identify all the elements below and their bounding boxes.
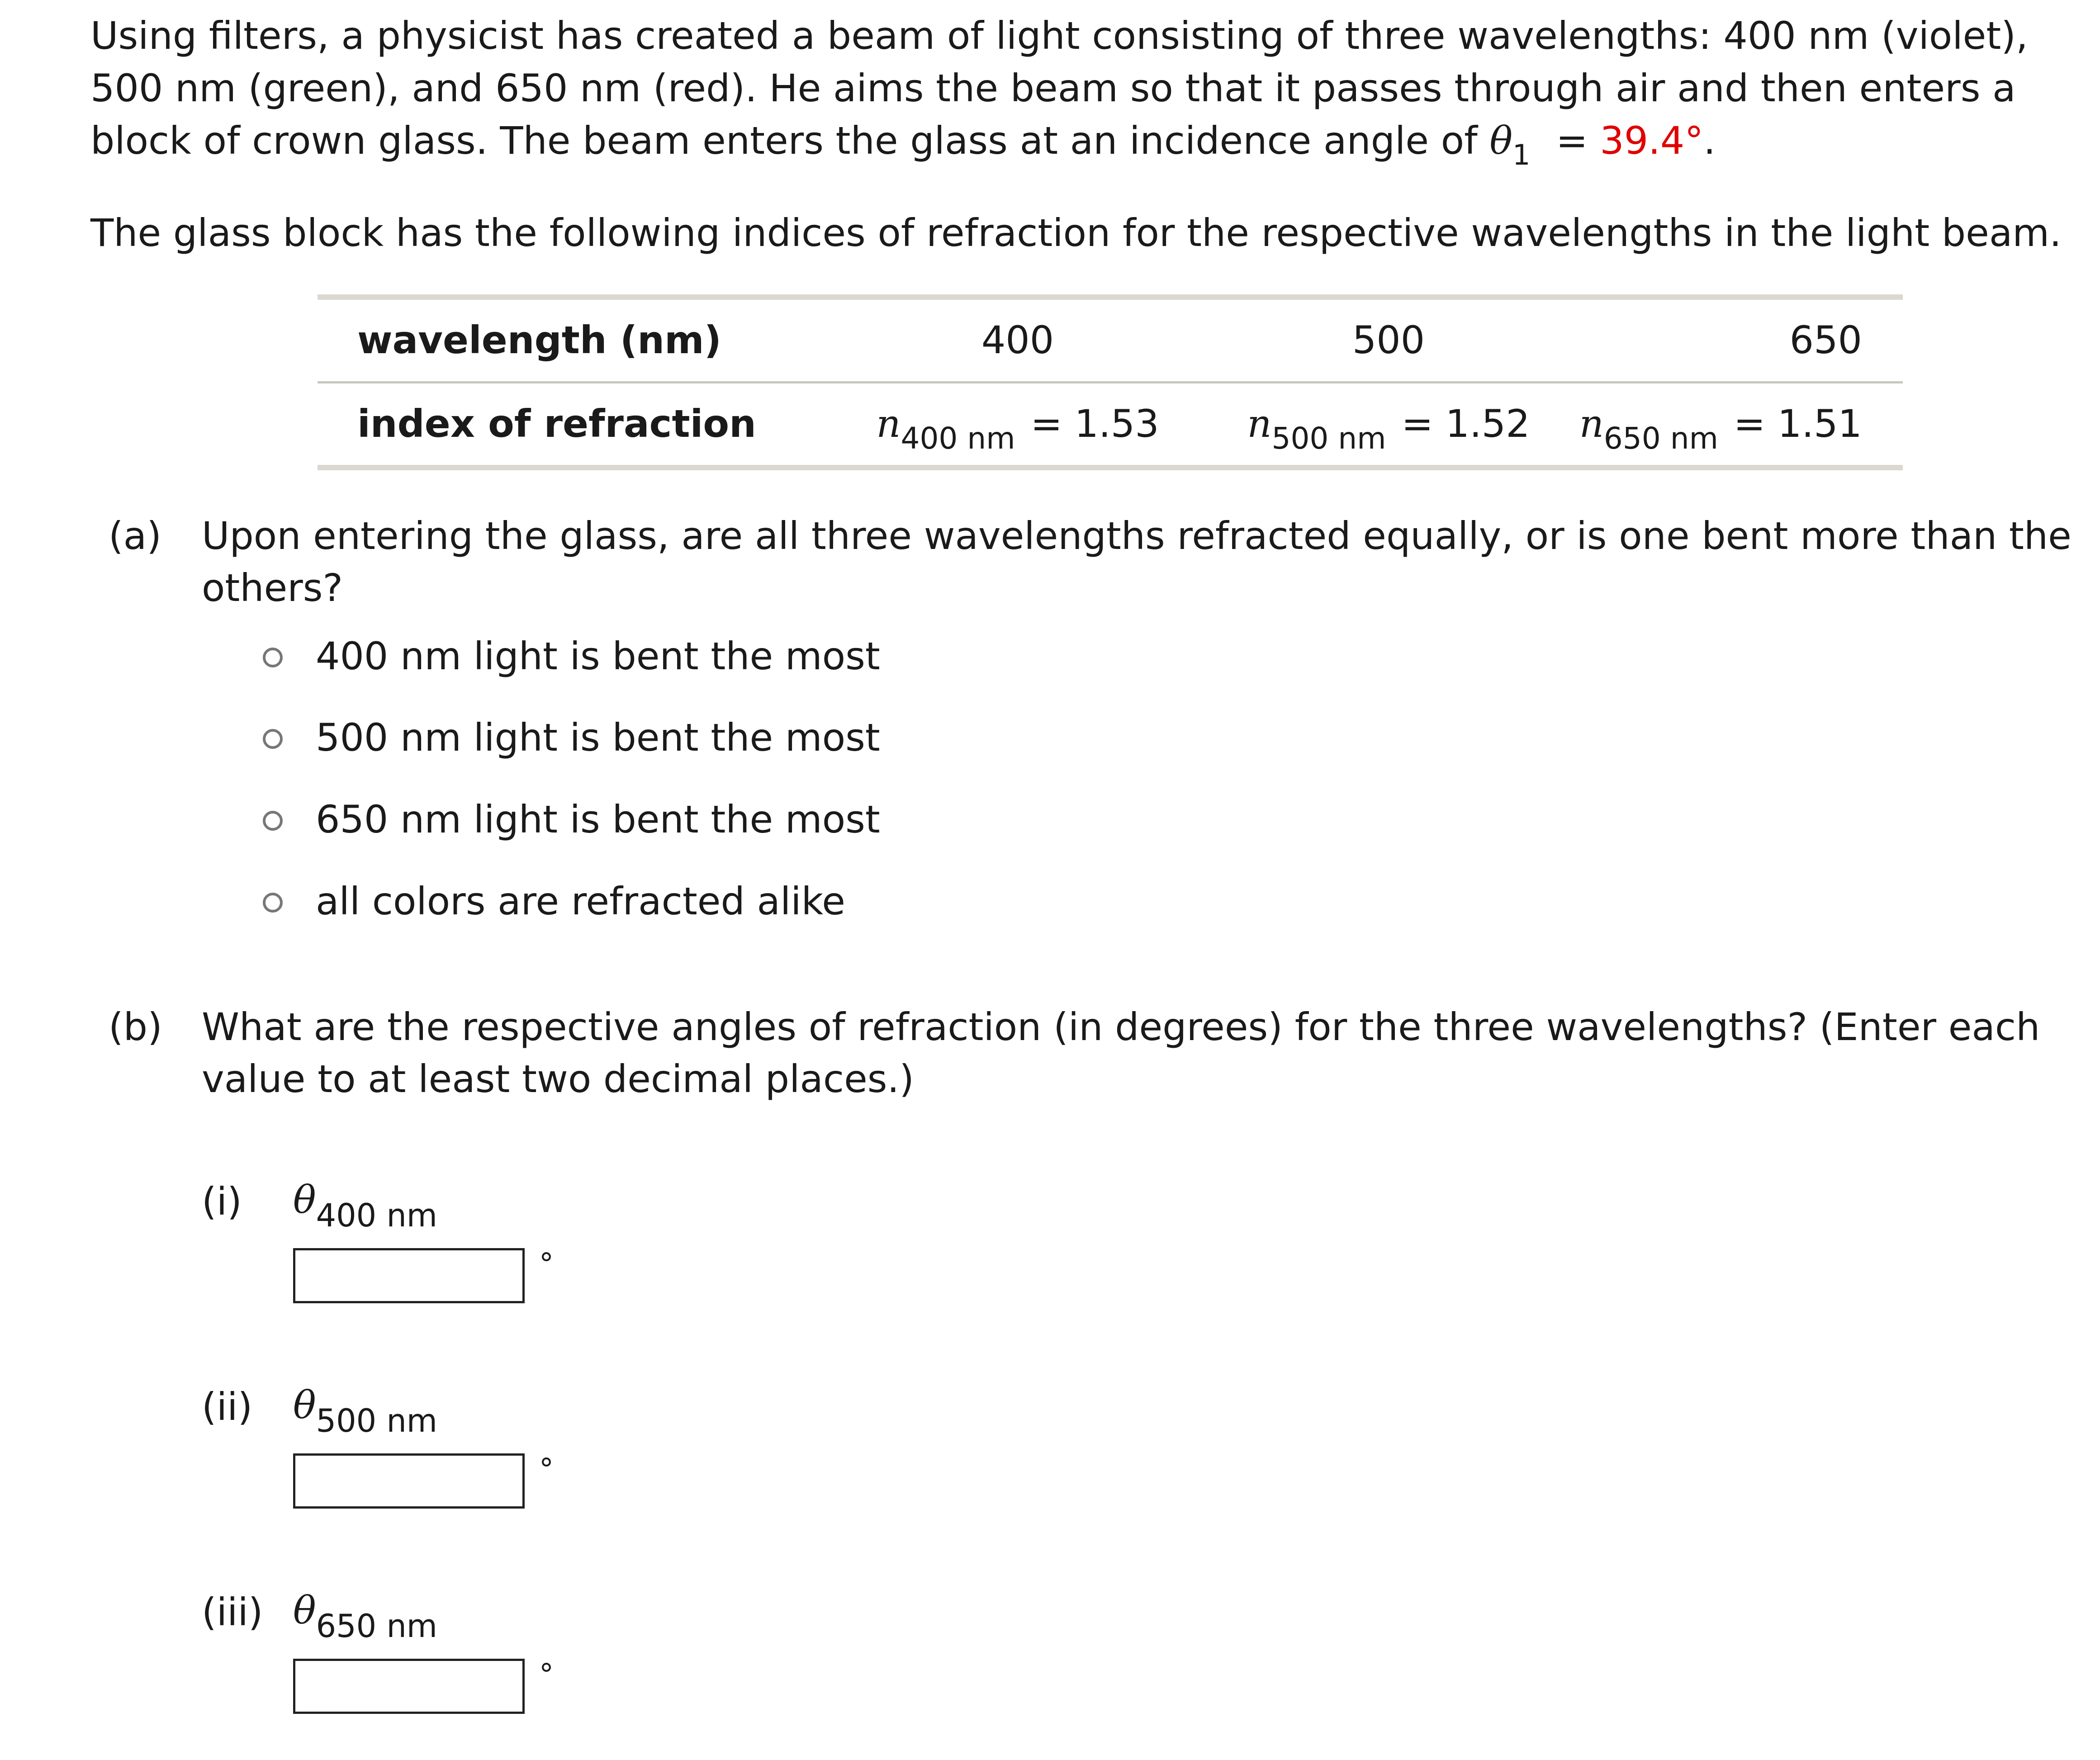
part-a-question-line-1: Upon entering the glass, are all three wavelengths refracted equally, or is one bent more than the xyxy=(202,514,2072,558)
part-a-label: (a) xyxy=(109,514,162,558)
header-label: wavelength (nm) xyxy=(318,297,832,383)
option-alike-radio[interactable] xyxy=(263,893,283,913)
part-b-label: (b) xyxy=(109,1005,162,1049)
theta-subscript-500: 500 nm xyxy=(316,1402,437,1439)
index-650 xyxy=(1574,383,1903,468)
item-ii-theta xyxy=(293,1379,437,1439)
intro-period: . xyxy=(1703,118,1716,163)
angle-500-input[interactable] xyxy=(293,1453,525,1509)
table-header-row xyxy=(318,297,1903,383)
angle-400-input[interactable] xyxy=(293,1248,525,1303)
n-symbol: n xyxy=(1247,402,1272,446)
angle-650-input[interactable] xyxy=(293,1659,525,1714)
wavelength-500: 500 xyxy=(1203,297,1574,383)
table-intro-text: The glass block has the following indices of refraction for the respective wavelengths in the light beam. xyxy=(90,211,2062,255)
intro-line-3 xyxy=(90,115,1716,175)
option-400-radio[interactable] xyxy=(263,648,283,667)
degree-unit-500: ° xyxy=(539,1453,554,1486)
option-650-label[interactable]: 650 nm light is bent the most xyxy=(316,797,880,842)
wavelength-650: 650 xyxy=(1574,297,1903,383)
item-i-theta xyxy=(293,1174,437,1234)
row-label: index of refraction xyxy=(318,383,832,468)
theta-symbol: θ xyxy=(1489,118,1513,163)
intro-line-2: 500 nm (green), and 650 nm (red). He aims the beam so that it passes through air and then enters a xyxy=(90,66,2016,110)
n-subscript-400: 400 nm xyxy=(901,421,1015,456)
incidence-angle-value: 39.4° xyxy=(1600,118,1704,163)
equals-sign: = xyxy=(1556,118,1588,163)
theta-subscript: 1 xyxy=(1512,138,1531,171)
theta-subscript-400: 400 nm xyxy=(316,1197,437,1234)
n-value-400: = 1.53 xyxy=(1030,402,1159,446)
n-subscript-650: 650 nm xyxy=(1603,421,1718,456)
item-ii-label: (ii) xyxy=(202,1385,253,1429)
option-400-label[interactable]: 400 nm light is bent the most xyxy=(316,634,880,678)
refraction-index-table xyxy=(318,294,1903,470)
theta-symbol: θ xyxy=(293,1588,316,1632)
n-value-650: = 1.51 xyxy=(1733,402,1862,446)
n-value-500: = 1.52 xyxy=(1401,402,1530,446)
degree-unit-650: ° xyxy=(539,1658,554,1692)
intro-line-3-text: block of crown glass. The beam enters the glass at an incidence angle of xyxy=(90,118,1478,163)
n-subscript-500: 500 nm xyxy=(1271,421,1386,456)
option-alike-label[interactable]: all colors are refracted alike xyxy=(316,879,845,923)
item-iii-theta xyxy=(293,1585,437,1645)
n-symbol: n xyxy=(876,402,901,446)
wavelength-400: 400 xyxy=(832,297,1203,383)
theta-subscript-650: 650 nm xyxy=(316,1608,437,1645)
option-500-label[interactable]: 500 nm light is bent the most xyxy=(316,715,880,760)
table-index-row xyxy=(318,383,1903,468)
part-b-question-line-1: What are the respective angles of refraction (in degrees) for the three wavelengths? (Enter each xyxy=(202,1005,2040,1049)
n-symbol: n xyxy=(1579,402,1604,446)
part-a-question-line-2: others? xyxy=(202,566,343,610)
index-500 xyxy=(1203,383,1574,468)
item-iii-label: (iii) xyxy=(202,1590,263,1634)
option-500-radio[interactable] xyxy=(263,729,283,749)
degree-unit-400: ° xyxy=(539,1248,554,1281)
index-400 xyxy=(832,383,1203,468)
option-650-radio[interactable] xyxy=(263,811,283,831)
intro-line-1: Using filters, a physicist has created a beam of light consisting of three wavelengths: 400 nm (violet), xyxy=(90,14,2028,58)
theta-symbol: θ xyxy=(293,1383,316,1427)
part-b-question-line-2: value to at least two decimal places.) xyxy=(202,1057,914,1101)
item-i-label: (i) xyxy=(202,1179,242,1224)
theta-symbol: θ xyxy=(293,1178,316,1222)
